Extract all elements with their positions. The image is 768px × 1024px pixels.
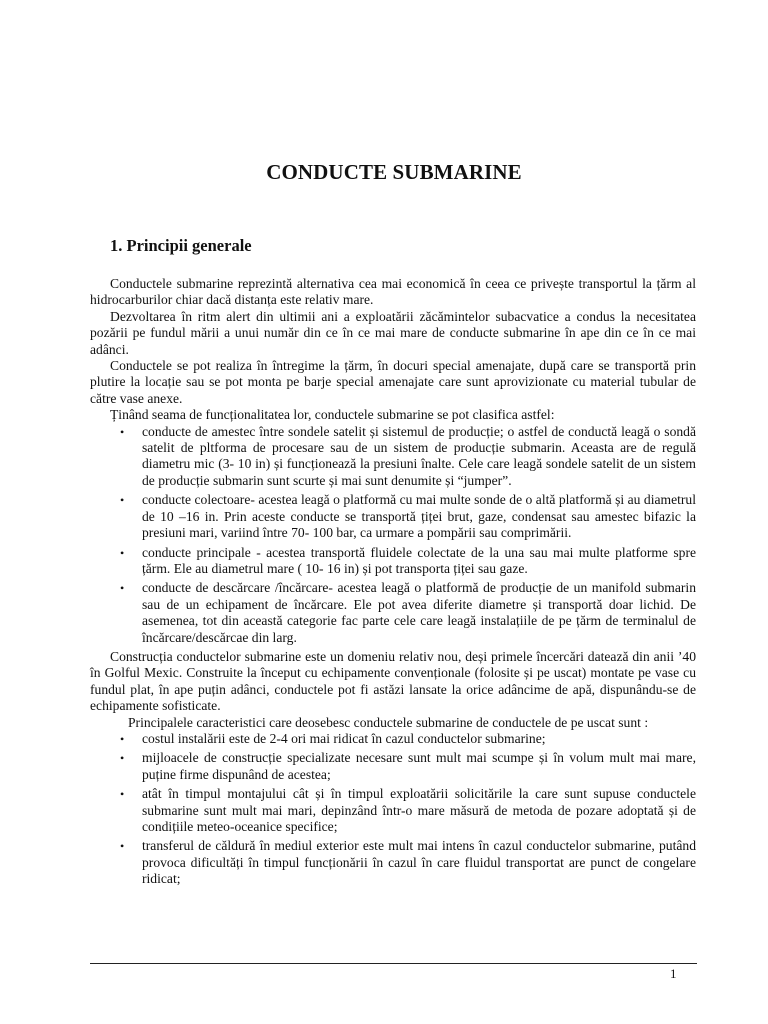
bullet-icon: • bbox=[120, 787, 125, 802]
list-item bbox=[90, 424, 696, 490]
list-item bbox=[90, 838, 696, 887]
list-item bbox=[90, 786, 696, 835]
characteristics-list bbox=[90, 731, 696, 888]
list-item-text: costul instalării este de 2-4 ori mai ridicat în cazul conductelor submarine; bbox=[142, 730, 546, 746]
bullet-icon: • bbox=[120, 751, 125, 766]
bullet-icon: • bbox=[120, 839, 125, 854]
bullet-icon: • bbox=[120, 731, 125, 746]
bullet-icon: • bbox=[120, 545, 125, 560]
list-item-text: conducte de amestec între sondele satelit și sistemul de producție; o astfel de conductă leagă o sondă satelit de pltforma de procesare sau de un sistem de producție submarin. Aceasta are de regulă diametru mic (3- 10 in) și funcționează la presiuni înalte. Cele care leagă sondele satelit de un sistem de producție submarin sunt scurte și mai sunt denumite și “jumper”. bbox=[142, 423, 696, 488]
list-item bbox=[90, 750, 696, 783]
list-item-text: conducte de descărcare /încărcare- acestea leagă o platformă de producție de un manifold submarin sau de un echipament de încărcare. Ele pot avea diferite diametre și transportă doar lichid. De asemenea, tot din această categorie fac parte cele care leagă instalațiile de pe țărm de terminalul de încărcare/descărcae din larg. bbox=[142, 580, 696, 645]
paragraph-intro-4: Ținând seama de funcționalitatea lor, conductele submarine se pot clasifica astfel: bbox=[110, 407, 555, 423]
document-body bbox=[90, 276, 696, 891]
list-item bbox=[90, 545, 696, 578]
classification-list bbox=[90, 424, 696, 646]
section-heading: 1. Principii generale bbox=[110, 236, 252, 255]
list-item bbox=[90, 580, 696, 646]
list-item bbox=[90, 492, 696, 541]
list-item-text: conducte colectoare- acestea leagă o platformă cu mai multe sonde de o altă platformă și au diametrul de 10 –16 in. Prin aceste conducte se transportă țiței brut, gaze, condensat sau amestec bifazic la presiuni mari, variind între 70- 100 bar, ca urmare a pompării sau comprimării. bbox=[142, 492, 696, 541]
bullet-icon: • bbox=[120, 424, 125, 439]
bullet-icon: • bbox=[120, 581, 125, 596]
page-number: 1 bbox=[670, 966, 677, 981]
footer-divider bbox=[90, 963, 697, 964]
document-title: CONDUCTE SUBMARINE bbox=[266, 160, 522, 184]
paragraph-intro-1: Conductele submarine reprezintă alternativa cea mai economică în ceea ce privește transportul la țărm al hidrocarburilor chiar dacă distanța este relativ mare. bbox=[90, 276, 696, 308]
list-item-text: atât în timpul montajului cât și în timpul exploatării solicitările la care sunt supuse conductele submarine sunt mult mai mari, depinzând într-o mare măsură de metoda de pozare adoptată și de condițiile meteo-oceanice specifice; bbox=[142, 786, 696, 834]
paragraph-construction: Construcția conductelor submarine este un domeniu relativ nou, deși primele încercări datează din anii ’40 în Golful Mexic. Construite la început cu echipamente convenționale (folosite și pe uscat) montate pe vase cu fundul plat, în ape puțin adânci, conductele pot fi astăzi lansate la orice adâncime de apă, dispunându-se de echipamente sofisticate. bbox=[90, 648, 696, 714]
list-item-text: transferul de căldură în mediul exterior este mult mai intens în cazul conductelor submarine, putând provoca dificultăți în timpul funcționării în cazul în care fluidul transportat are punct de congelare ridicat; bbox=[142, 838, 696, 887]
paragraph-characteristics: Principalele caracteristici care deosebesc conductele submarine de conductele de pe uscat sunt : bbox=[128, 714, 649, 730]
list-item-text: mijloacele de construcție specializate necesare sunt mult mai scumpe și în volum mult mai mare, puține firme dispunând de acestea; bbox=[142, 750, 696, 782]
paragraph-intro-3: Conductele se pot realiza în întregime la țărm, în docuri special amenajate, după care se transportă prin plutire la locație sau se pot monta pe barje special amenajate care sunt aprovizionate cu material tubular de către vase anexe. bbox=[90, 358, 696, 406]
list-item-text: conducte principale - acestea transportă fluidele colectate de la una sau mai multe platforme spre țărm. Ele au diametrul mare ( 10- 16 in) și pot transporta țiței sau gaze. bbox=[142, 544, 696, 576]
paragraph-intro-2: Dezvoltarea în ritm alert din ultimii ani a exploatării zăcămintelor subacvatice a condus la necesitatea pozării pe fundul mării a unui număr din ce în ce mai mare de conducte submarine în ape din ce în ce mai adânci. bbox=[90, 308, 696, 357]
bullet-icon: • bbox=[120, 493, 125, 508]
list-item bbox=[90, 731, 696, 747]
